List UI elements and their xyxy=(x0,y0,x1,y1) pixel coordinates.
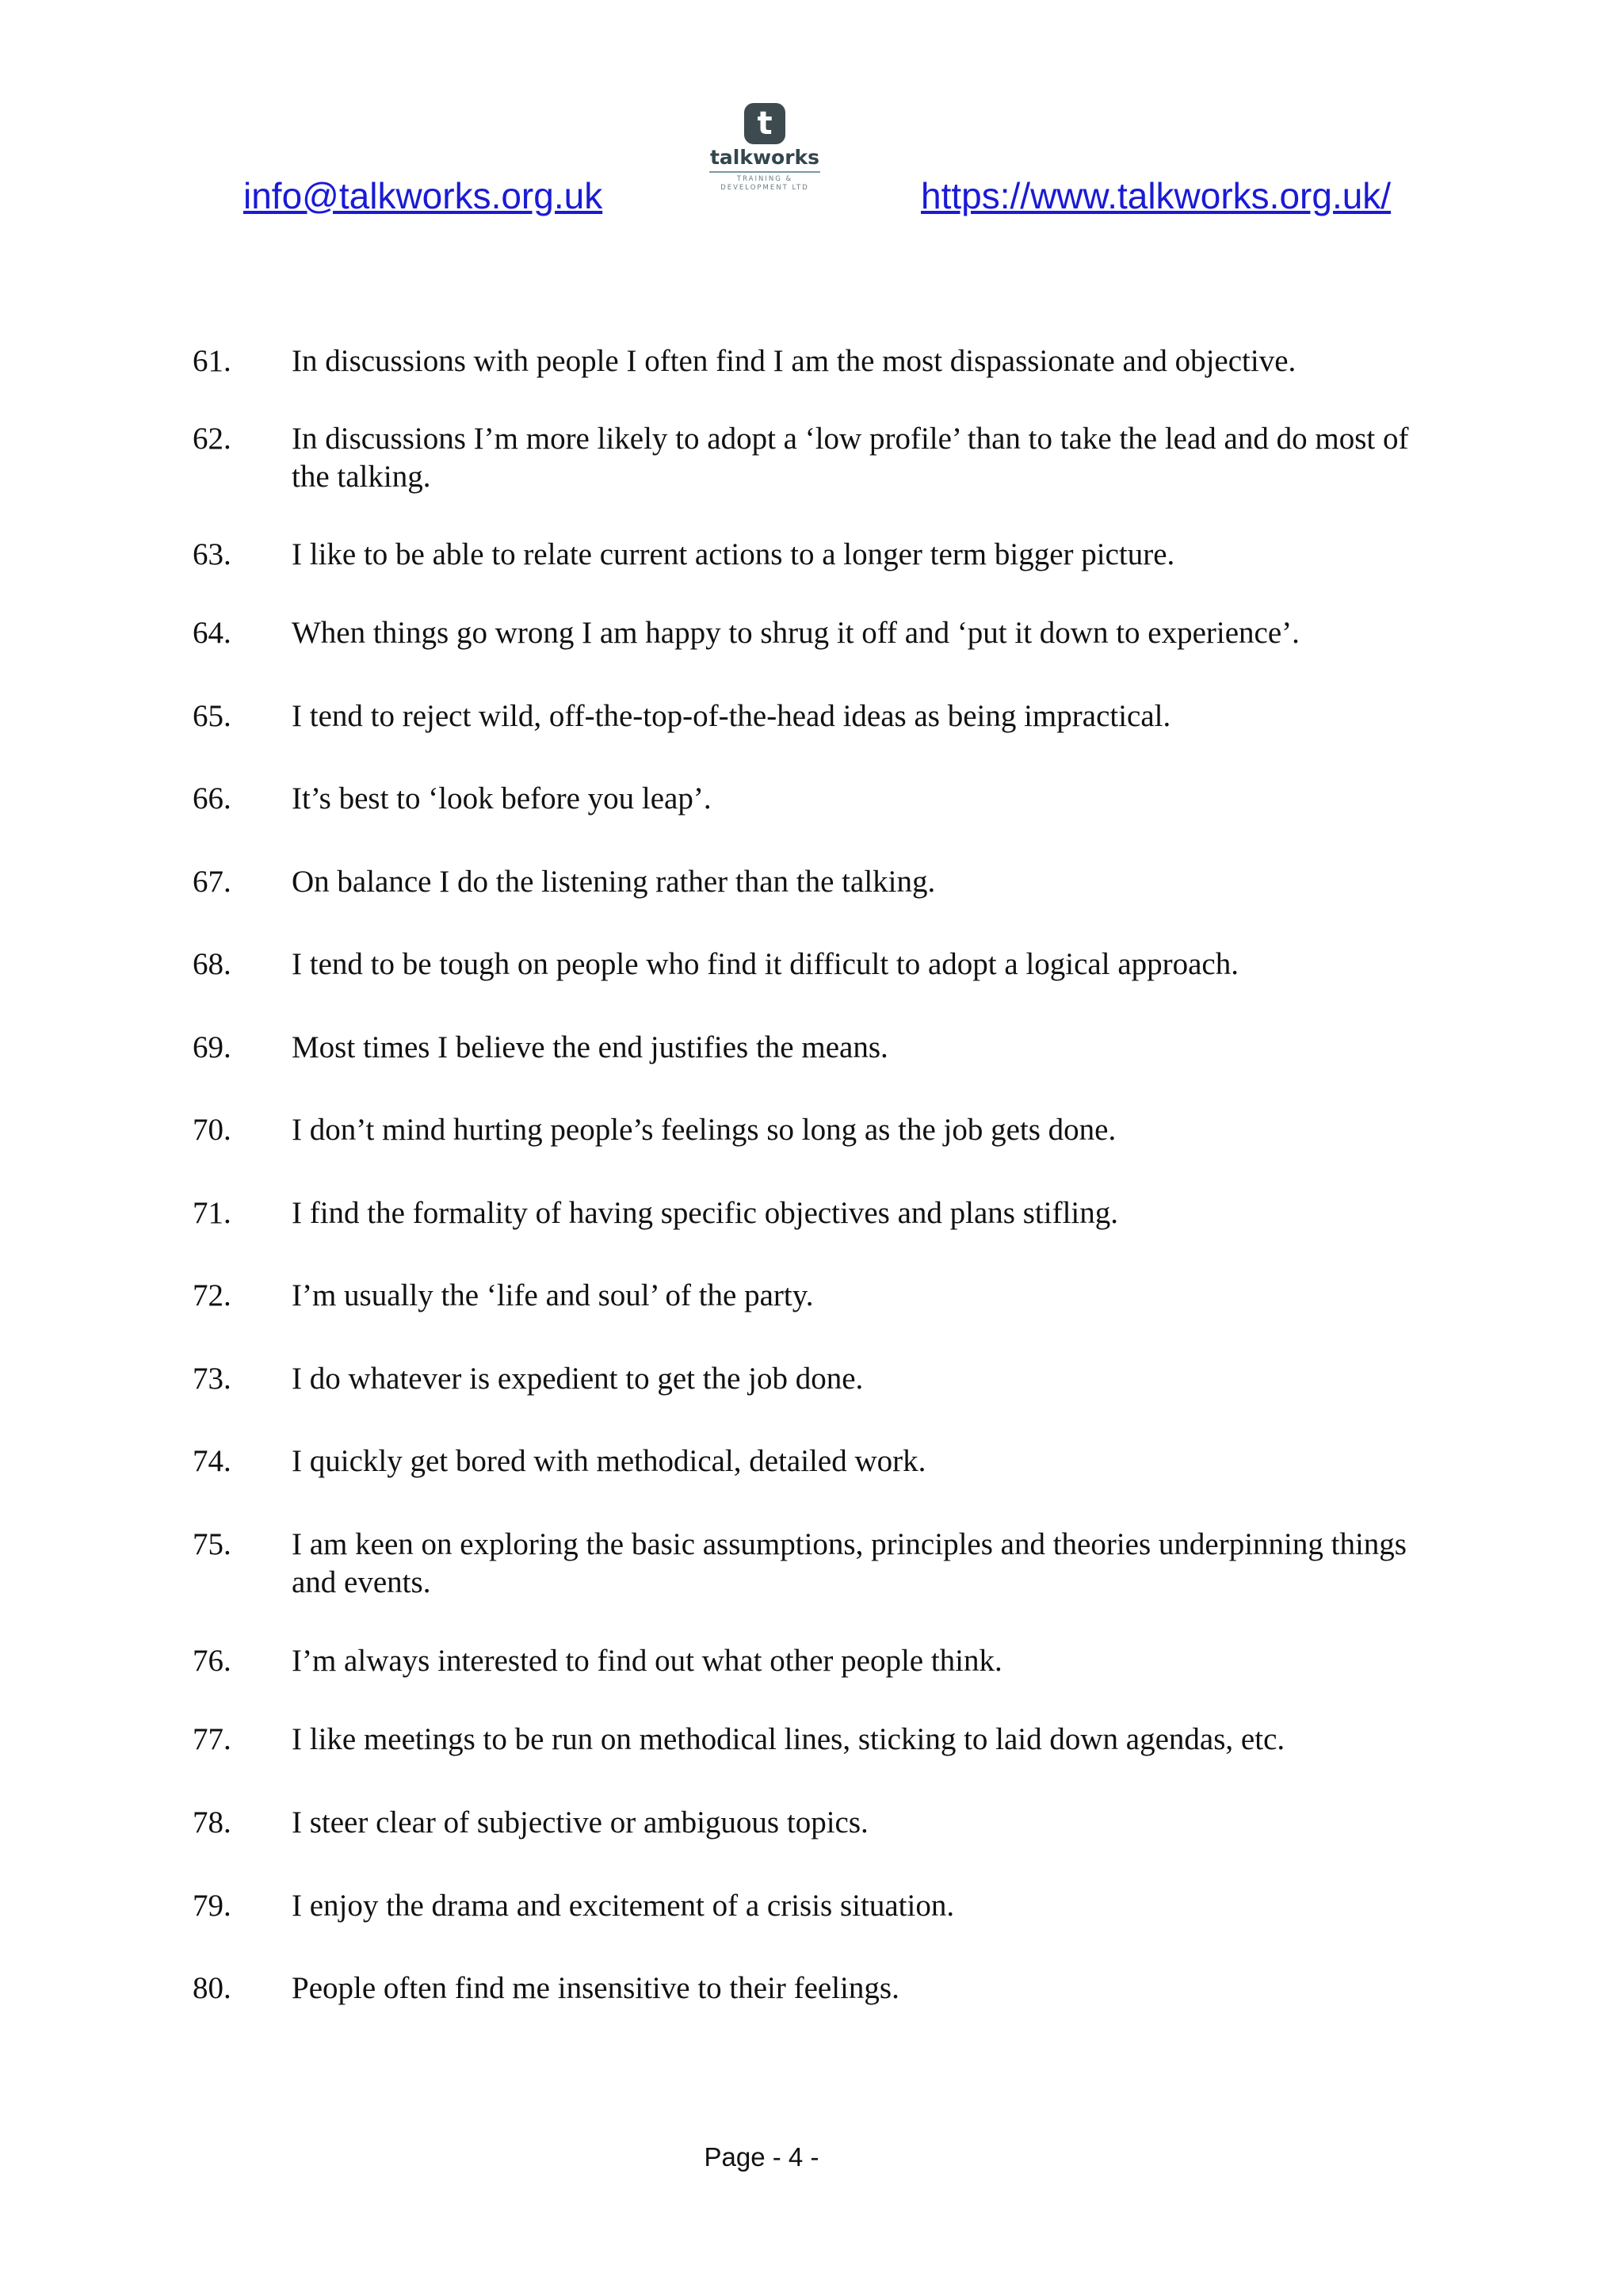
item-text: I tend to be tough on people who find it difficult to adopt a logical approach. xyxy=(292,947,1239,981)
item-number: 69. xyxy=(193,1030,231,1064)
header-website-link[interactable]: https://www.talkworks.org.uk/ xyxy=(921,175,1392,216)
item-number: 66. xyxy=(193,781,231,816)
item-number: 80. xyxy=(193,1971,231,2005)
item-text: Most times I believe the end justifies the means. xyxy=(292,1030,888,1064)
item-text: I’m always interested to find out what other people think. xyxy=(292,1644,1002,1678)
item-text: It’s best to ‘look before you leap’. xyxy=(292,781,712,816)
item-number: 73. xyxy=(193,1362,231,1396)
item-text: I don’t mind hurting people’s feelings so long as the job gets done. xyxy=(292,1113,1117,1147)
item-number: 67. xyxy=(193,865,231,899)
item-text: In discussions I’m more likely to adopt a ‘low profile’ than to take the lead and do most of the talking. xyxy=(292,422,1409,494)
item-text: People often find me insensitive to their feelings. xyxy=(292,1971,899,2005)
item-number: 70. xyxy=(193,1113,231,1147)
logo-mark-icon: t xyxy=(744,103,785,144)
item-text: I enjoy the drama and excitement of a crisis situation. xyxy=(292,1889,955,1923)
item-text: I am keen on exploring the basic assumptions, principles and theories underpinning things and events. xyxy=(292,1527,1407,1599)
item-number: 76. xyxy=(193,1644,231,1678)
item-number: 74. xyxy=(193,1444,231,1478)
item-number: 68. xyxy=(193,947,231,981)
page-number: Page - 4 - xyxy=(704,2142,819,2172)
item-number: 61. xyxy=(193,344,231,378)
item-text: When things go wrong I am happy to shrug it off and ‘put it down to experience’. xyxy=(292,616,1300,650)
item-number: 64. xyxy=(193,616,231,650)
item-text: I tend to reject wild, off-the-top-of-the-head ideas as being impractical. xyxy=(292,699,1171,733)
item-number: 79. xyxy=(193,1889,231,1923)
item-text: I do whatever is expedient to get the job done. xyxy=(292,1362,864,1396)
item-text: I find the formality of having specific objectives and plans stifling. xyxy=(292,1196,1118,1230)
item-text: I like meetings to be run on methodical lines, sticking to laid down agendas, etc. xyxy=(292,1722,1285,1756)
header-email-link[interactable]: info@talkworks.org.uk xyxy=(243,175,603,216)
item-number: 71. xyxy=(193,1196,231,1230)
item-number: 77. xyxy=(193,1722,231,1756)
item-text: In discussions with people I often find I am the most dispassionate and objective. xyxy=(292,344,1296,378)
item-text: I’m usually the ‘life and soul’ of the party. xyxy=(292,1278,814,1312)
item-number: 65. xyxy=(193,699,231,733)
item-text: On balance I do the listening rather than the talking. xyxy=(292,865,936,899)
logo-tagline-line2: DEVELOPMENT LTD xyxy=(720,184,809,192)
item-number: 72. xyxy=(193,1278,231,1312)
item-number: 75. xyxy=(193,1527,231,1561)
item-number: 62. xyxy=(193,422,231,456)
item-text: I like to be able to relate current actions to a longer term bigger picture. xyxy=(292,537,1175,571)
logo-name: talkworks xyxy=(709,146,820,169)
item-number: 78. xyxy=(193,1805,231,1839)
item-text: I steer clear of subjective or ambiguous topics. xyxy=(292,1805,869,1839)
item-number: 63. xyxy=(193,537,231,571)
item-text: I quickly get bored with methodical, detailed work. xyxy=(292,1444,926,1478)
logo-tagline-line1: TRAINING & xyxy=(736,175,793,183)
